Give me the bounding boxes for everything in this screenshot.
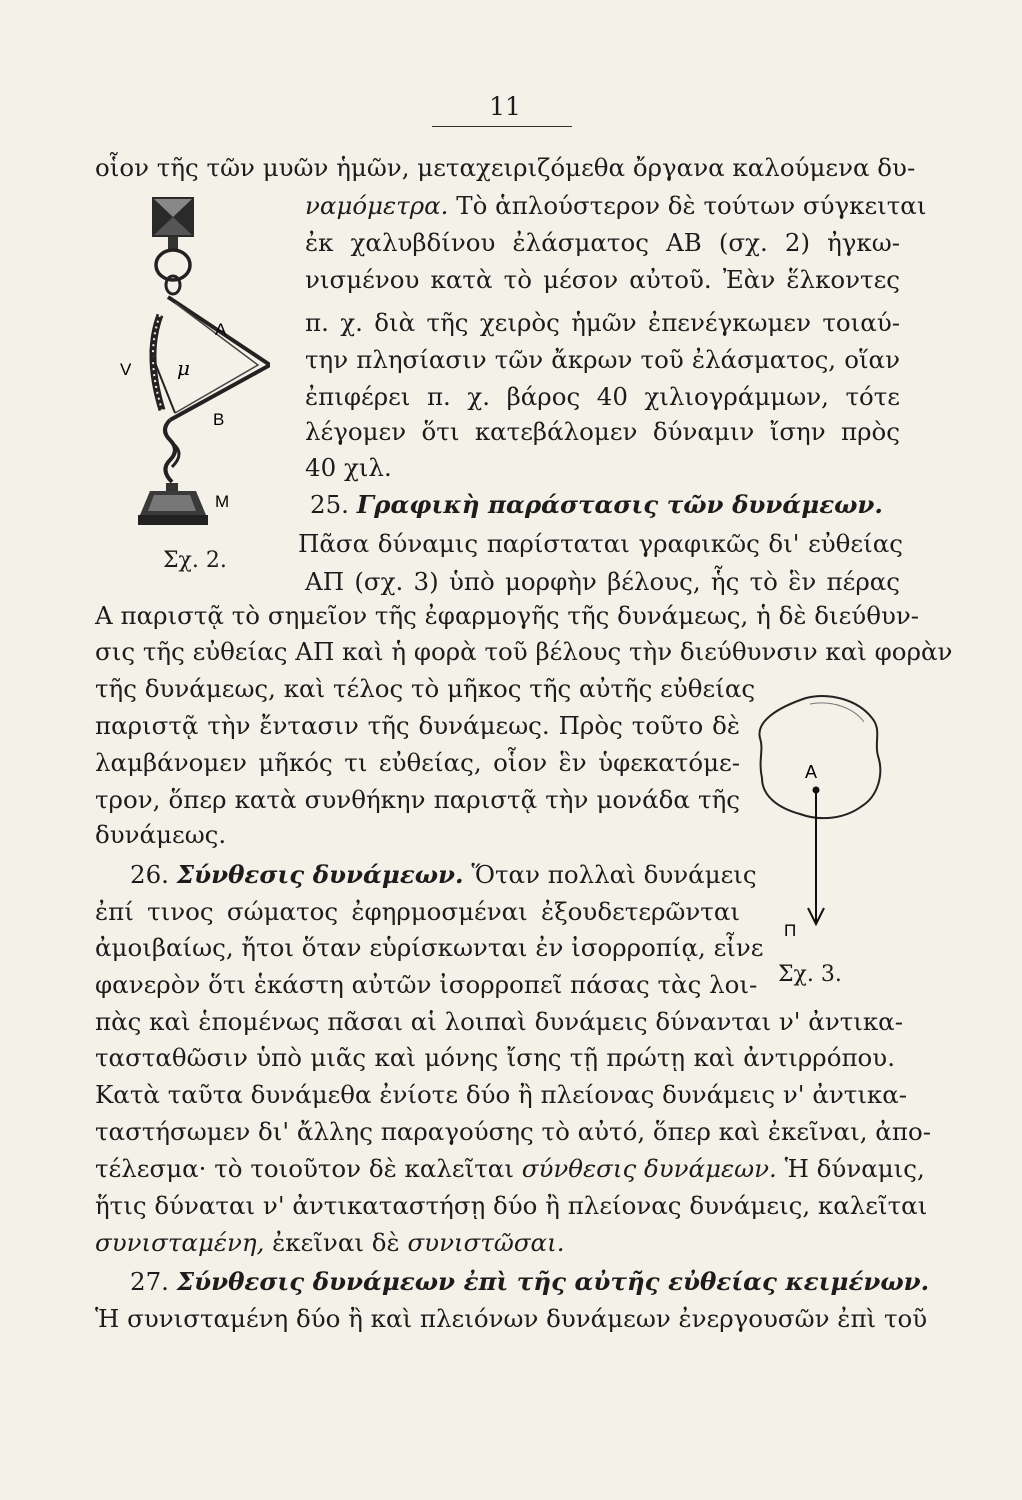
text-line-15: τῆς δυνάμεως, καὶ τέλος τὸ μῆκος τῆς αὐτῆς εὐθείας <box>95 674 756 703</box>
text-line-17: λαμβάνομεν μῆκός τι εὐθείας, οἷον ἓν ὑφεκατόμε- <box>95 748 740 777</box>
text-line-3: ἐκ χαλυβδίνου ἐλάσματος ΑΒ (σχ. 2) ἠγκω- <box>305 228 900 257</box>
header-rule <box>432 126 572 127</box>
figure-3-force-arrow <box>750 690 890 950</box>
page-number: 11 <box>489 92 521 121</box>
text-line-2: ναμόμετρα. Τὸ ἁπλούστερον δὲ τούτων σύγκειται <box>305 191 927 220</box>
text-line-32: Ἡ συνισταμένη δύο ἢ καὶ πλειόνων δυνάμεων ἐνεργουσῶν ἐπὶ τοῦ <box>95 1304 928 1333</box>
text-line-26: Κατὰ ταῦτα δυνάμεθα ἐνίοτε δύο ἢ πλείονας δυνάμεις ν' ἀντικα- <box>95 1080 908 1109</box>
figure-2-caption: Σχ. 2. <box>163 548 227 573</box>
text-line-14: σις τῆς εὐθείας ΑΠ καὶ ἡ φορὰ τοῦ βέλους τὴν διεύθυνσιν καὶ φορὰν <box>95 637 953 666</box>
section-title: Σύνθεσις δυνάμεων. <box>176 860 464 889</box>
text-line-4: νισμένου κατὰ τὸ μέσον αὐτοῦ. Ἐὰν ἕλκοντες <box>305 265 900 294</box>
body-outline-icon <box>759 696 880 818</box>
label-M: Μ <box>215 492 230 511</box>
hook-icon <box>165 420 175 482</box>
label-A: Α <box>215 320 227 339</box>
label-V: V <box>120 360 132 379</box>
text-line-5: π. χ. διὰ τῆς χειρὸς ἡμῶν ἐπενέγκωμεν τοιαύ- <box>305 308 900 337</box>
text-line-23: φανερὸν ὅτι ἑκάστη αὐτῶν ἰσορροπεῖ πάσας τὰς λοι- <box>95 970 758 999</box>
label-mu: μ <box>177 356 190 380</box>
section-number: 27. <box>130 1267 169 1296</box>
term-synthesis: σύνθεσις δυνάμεων. <box>521 1154 777 1183</box>
text-line-22: ἀμοιβαίως, ἤτοι ὅταν εὑρίσκωνται ἐν ἰσορροπίᾳ, εἶνε <box>95 933 764 962</box>
section-title: Γραφικὴ παράστασις τῶν δυνάμεων. <box>356 490 883 519</box>
section-title: Σύνθεσις δυνάμεων ἐπὶ τῆς αὐτῆς εὐθείας κειμένων. <box>176 1267 930 1296</box>
text-line-21: ἐπί τινος σώματος ἐφηρμοσμέναι ἐξουδετερῶνται <box>95 897 740 926</box>
text-line-6: την πλησίασιν τῶν ἄκρων τοῦ ἐλάσματος, οἵαν <box>305 345 900 374</box>
text-line-9: 40 χιλ. <box>305 453 392 482</box>
text-line-13: Α παριστᾷ τὸ σημεῖον τῆς ἐφαρμογῆς τῆς δυνάμεως, ἡ δὲ διεύθυν- <box>95 601 920 630</box>
text-line-29: ἥτις δύναται ν' ἀντικαταστήσῃ δύο ἢ πλείονας δυνάμεις, καλεῖται <box>95 1191 928 1220</box>
figure-3-caption: Σχ. 3. <box>778 962 842 987</box>
text-line-8: λέγομεν ὅτι κατεβάλομεν δύναμιν ἴσην πρὸς <box>305 417 900 446</box>
text-line-27: ταστήσωμεν δι' ἄλλης παραγούσης τὸ αὐτό, ὅπερ καὶ ἐκεῖναι, ἀπο- <box>95 1117 931 1146</box>
section-heading-26: 26. Σύνθεσις δυνάμεων. Ὅταν πολλαὶ δυνάμεις <box>130 860 757 889</box>
text-line-12: ΑΠ (σχ. 3) ὑπὸ μορφὴν βέλους, ἧς τὸ ἓν πέρας <box>305 567 900 596</box>
section-number: 26. <box>130 860 169 889</box>
text-line-25: τασταθῶσιν ὑπὸ μιᾶς καὶ μόνης ἴσης τῇ πρώτῃ καὶ ἀντιρρόπου. <box>95 1043 895 1072</box>
section-number: 25. <box>310 490 349 519</box>
text-line-30: συνισταμένη, ἐκεῖναι δὲ συνιστῶσαι. <box>95 1228 565 1257</box>
text-line-1: οἷον τῆς τῶν μυῶν ἡμῶν, μεταχειριζόμεθα ὄργανα καλούμενα δυ- <box>95 153 916 182</box>
text-line-7: ἐπιφέρει π. χ. βάρος 40 χιλιογράμμων, τότε <box>305 382 900 411</box>
weight-icon <box>138 483 208 525</box>
text-line-18: τρον, ὅπερ κατὰ συνθήκην παριστᾷ τὴν μονάδα τῆς <box>95 785 740 814</box>
term-synistamene: συνισταμένη, <box>95 1228 265 1257</box>
text-line-11: Πᾶσα δύναμις παρίσταται γραφικῶς δι' εὐθείας <box>298 529 903 558</box>
hanger-block-icon <box>152 197 194 249</box>
text-line-19: δυνάμεως. <box>95 820 227 849</box>
label-A: Α <box>805 762 818 782</box>
text-line-24: πὰς καὶ ἑπομένως πᾶσαι αἱ λοιπαὶ δυνάμεις δύνανται ν' ἀντικα- <box>95 1007 904 1036</box>
text-line-28: τέλεσμα· τὸ τοιοῦτον δὲ καλεῖται σύνθεσις δυνάμεων. Ἡ δύναμις, <box>95 1154 925 1183</box>
label-P: Π <box>784 921 797 940</box>
figure-2-dynamometer <box>120 185 270 540</box>
term-dynamometra: ναμόμετρα. <box>305 191 449 220</box>
section-heading-27 <box>130 1267 930 1297</box>
text-line-16: παριστᾷ τὴν ἔντασιν τῆς δυνάμεως. Πρὸς τοῦτο δὲ <box>95 711 740 740</box>
label-B: Β <box>213 410 225 429</box>
term-synistosai: συνιστῶσαι. <box>407 1228 565 1257</box>
section-heading-25 <box>310 490 905 520</box>
